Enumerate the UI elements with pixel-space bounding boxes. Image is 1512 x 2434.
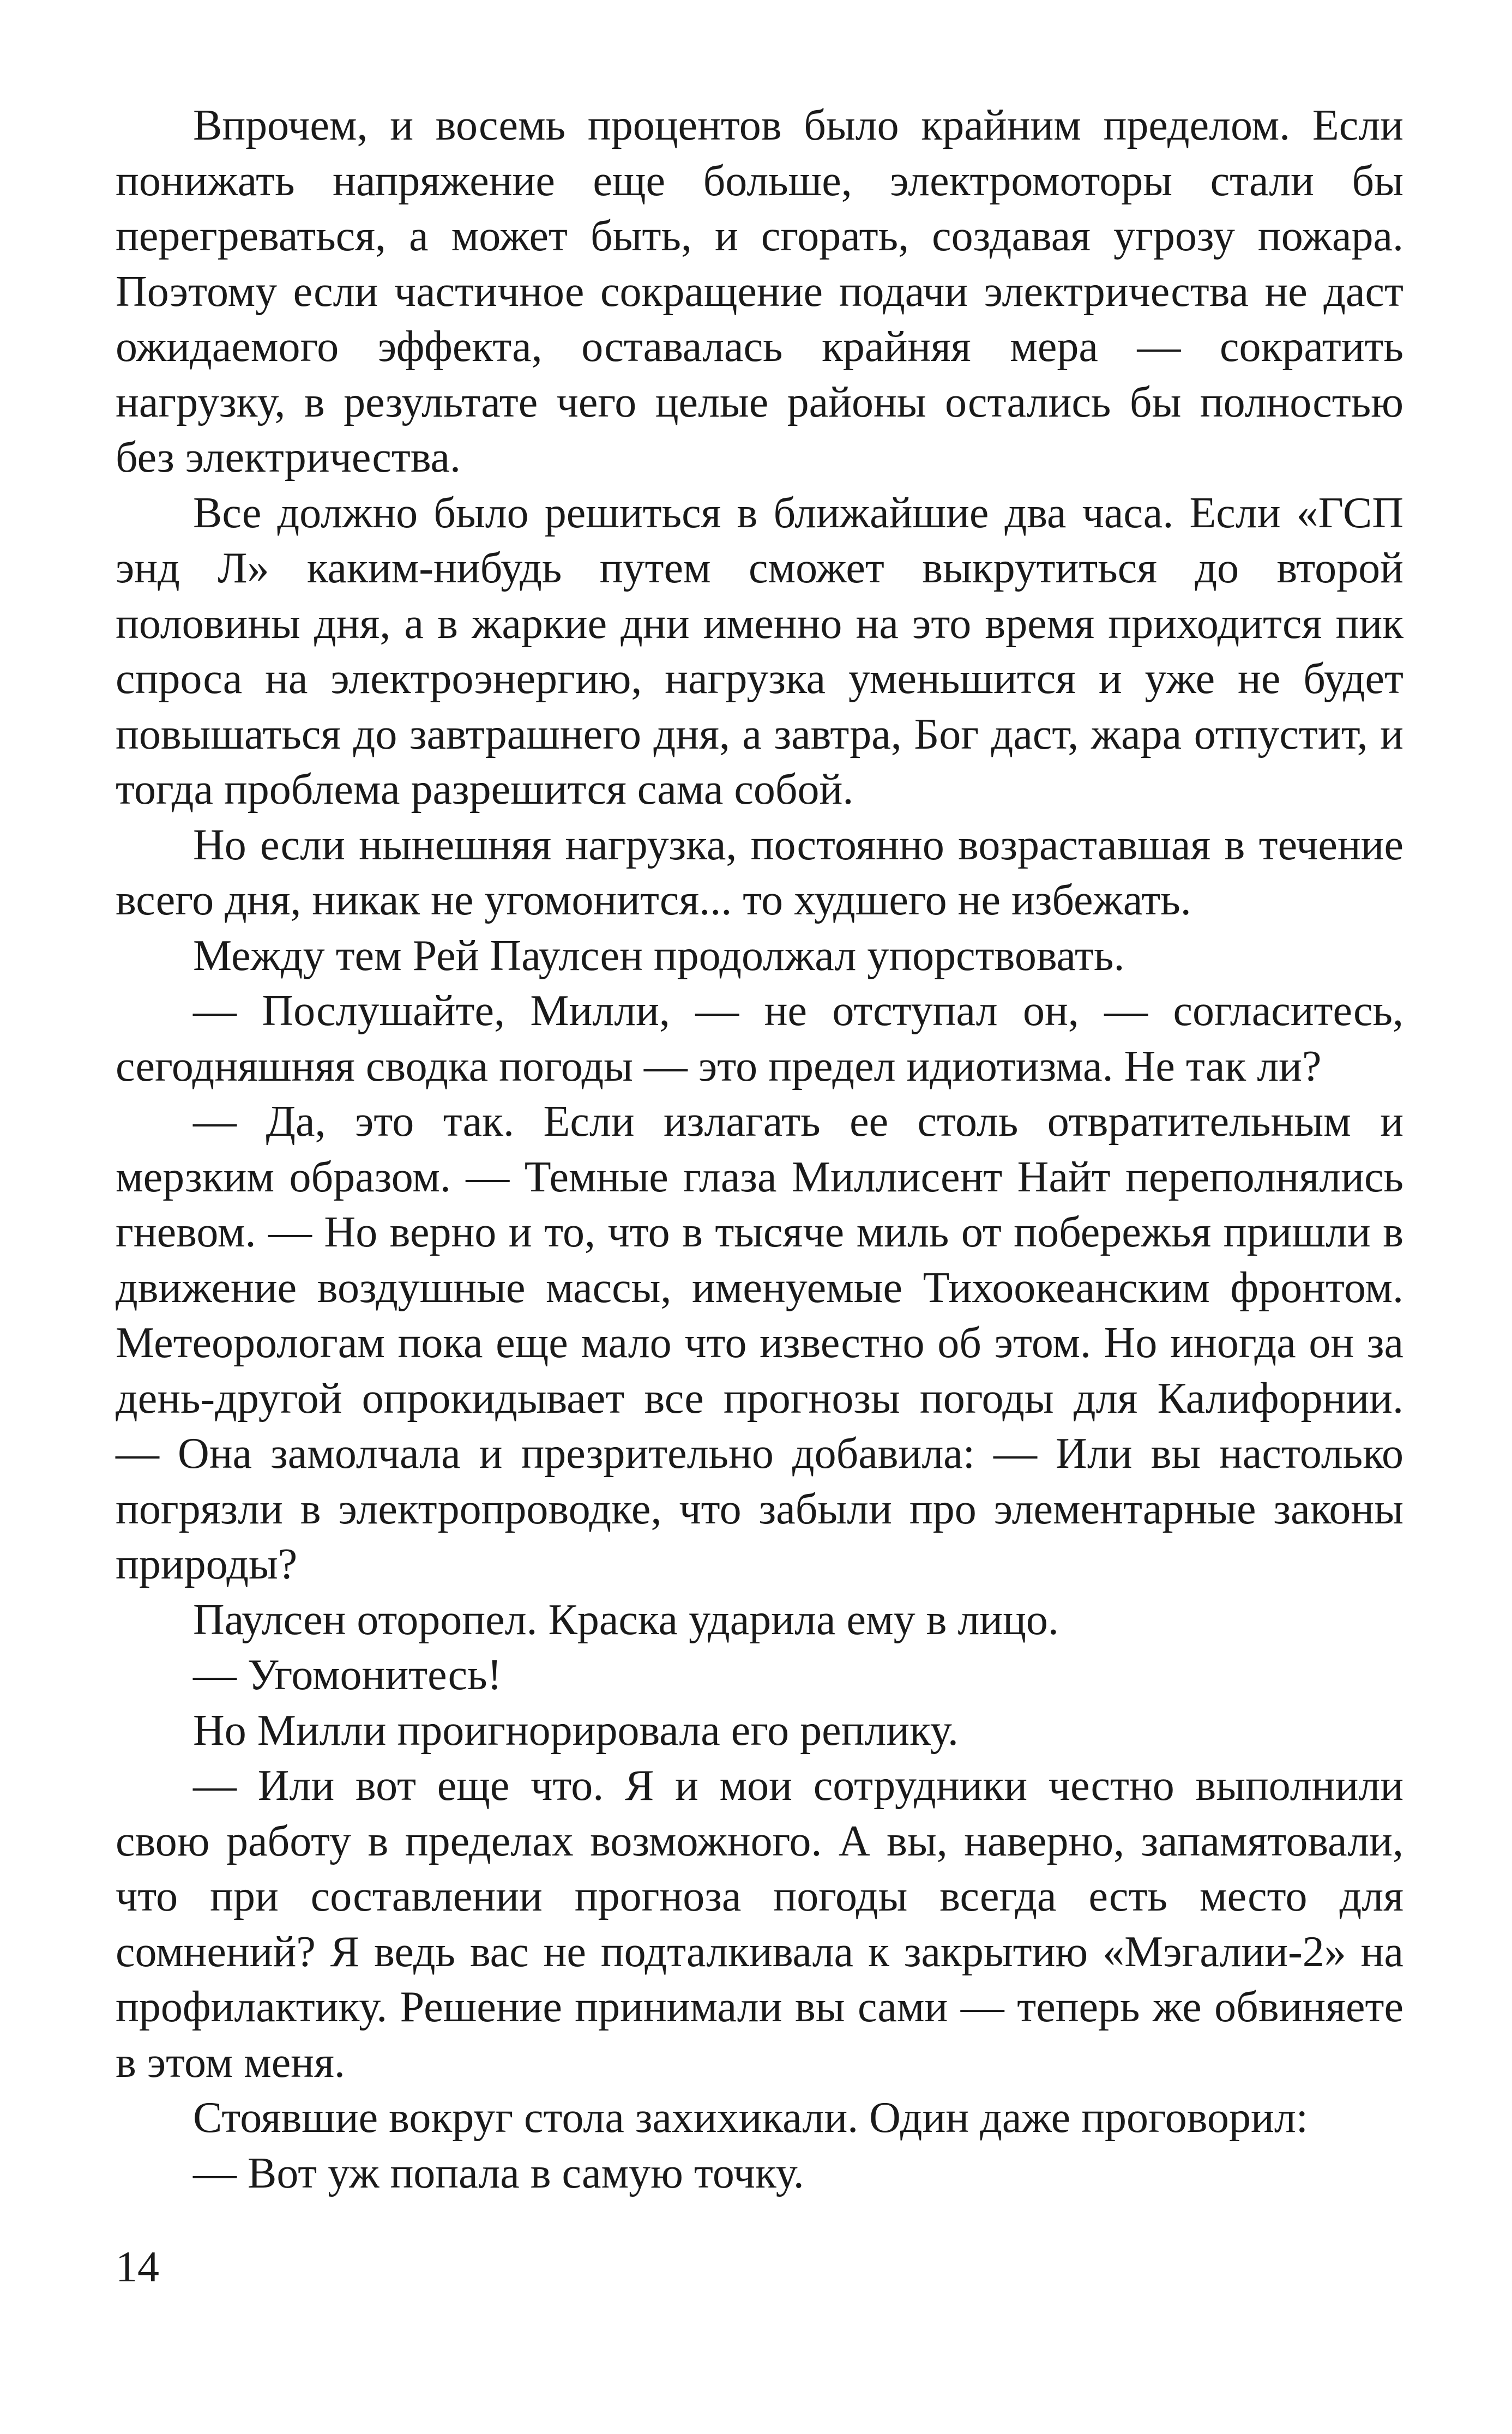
paragraph: — Послушайте, Милли, — не отступал он, — согласитесь, сегодняшняя сводка погоды — это предел идиотизма. Не так ли? (116, 987, 1403, 1091)
paragraph: Все должно было решиться в ближайшие два часа. Если «ГСП энд Л» каким-нибудь путем сможет выкрутиться до второй половины дня, а в жаркие дни именно на это время приходится пик спроса на электроэнергию, нагрузка уменьшится и уже не будет повышаться до завтрашнего дня, а завтра, Бог даст, жара отпустит, и тогда проблема разрешится сама собой. (116, 489, 1403, 814)
paragraph: — Вот уж попала в самую точку. (193, 2149, 804, 2197)
paragraph: Паулсен оторопел. Краска ударила ему в лицо. (193, 1595, 1059, 1644)
paragraph: Но если нынешняя нагрузка, постоянно возраставшая в течение всего дня, никак не угомонится... то худшего не избежать. (116, 821, 1403, 924)
paragraph: — Или вот еще что. Я и мои сотрудники честно выполнили свою работу в пределах возможного. А вы, наверно, запамятовали, что при составлении прогноза погоды всегда есть место для сомнений? Я ведь вас не подталкивала к закрытию «Мэгалии-2» на профилактику. Решение принимали вы сами — теперь же обвиняете в этом меня. (116, 1762, 1403, 2087)
page-number: 14 (116, 2243, 159, 2291)
body-text (116, 98, 1403, 2201)
paragraph: Впрочем, и восемь процентов было крайним пределом. Если понижать напряжение еще больше, электромоторы стали бы перегреваться, а может быть, и сгорать, создавая угрозу пожара. Поэтому если частичное сокращение подачи электричества не даст ожидаемого эффекта, оставалась крайняя мера — сократить нагрузку, в результате чего целые районы остались бы полностью без электричества. (116, 101, 1403, 481)
paragraph: — Да, это так. Если излагать ее столь отвратительным и мерзким образом. — Темные глаза Миллисент Найт переполнялись гневом. — Но верно и то, что в тысяче миль от побережья пришли в движение воздушные массы, именуемые Тихоокеанским фронтом. Метеорологам пока еще мало что известно об этом. Но иногда он за день-другой опрокидывает все прогнозы погоды для Калифорнии. — Она замолчала и презрительно добавила: — Или вы настолько погрязли в электропроводке, что забыли про элементарные законы природы? (116, 1098, 1403, 1588)
paragraph: — Угомонитесь! (193, 1651, 502, 1699)
paragraph: Но Милли проигнорировала его реплику. (193, 1706, 959, 1755)
paragraph: Стоявшие вокруг стола захихикали. Один даже проговорил: (193, 2094, 1308, 2142)
paragraph: Между тем Рей Паулсен продолжал упорствовать. (193, 931, 1125, 980)
